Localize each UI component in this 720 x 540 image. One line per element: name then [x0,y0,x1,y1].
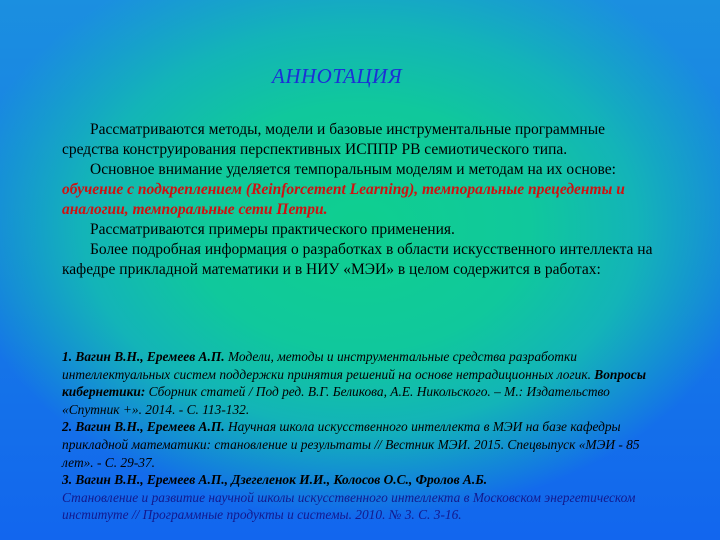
annotation-text [62,120,662,280]
page-title: АННОТАЦИЯ [272,64,403,88]
annotation-paragraph-2 [62,160,662,220]
highlighted-methods: обучение с подкреплением (Reinforcement Learning), темпоральные прецеденты и аналогии, темпоральные сети Петри. [62,181,625,218]
reference-item-2 [62,418,662,471]
reference-1-authors: 1. Вагин В.Н., Еремеев А.П. [62,349,225,364]
reference-item-1 [62,348,662,418]
reference-1-details: Сборник статей / Под ред. В.Г. Беликова, А.Е. Никольского. – М.: Издательство «Спутник +». 2014. - С. 113-132. [62,384,610,417]
reference-3-text: Становление и развитие научной школы искусственного интеллекта в Московском энергетическом институте // Программные продукты и системы. 2010. № 3. С. 3-16. [62,489,636,523]
reference-item-3 [62,471,662,524]
annotation-paragraph-4: Более подробная информация о разработках в области искусственного интеллекта на кафедре прикладной математики и в НИУ «МЭИ» в целом содержится в работах: [62,241,653,278]
reference-1-journal: Вопросы кибернетики: [62,366,646,400]
references-list [62,348,662,524]
annotation-paragraph-3: Рассматриваются примеры практического применения. [90,221,455,238]
annotation-paragraph-2-text: Основное внимание уделяется темпоральным моделям и методам на их основе: [90,161,616,178]
reference-2-text: Научная школа искусственного интеллекта в МЭИ на базе кафедры прикладной математики: становление и результаты // Вестник МЭИ. 2015. Спецвыпуск «МЭИ - 85 лет». - С. 29-37. [62,419,640,470]
reference-1-text: Модели, методы и инструментальные средства разработки интеллектуальных систем поддержки принятия решений на основе нетрадиционных логик. [62,349,595,382]
annotation-paragraph-1: Рассматриваются методы, модели и базовые инструментальные программные средства конструирования перспективных ИСППР РВ семиотического типа. [62,121,606,158]
reference-3-authors: 3. Вагин В.Н., Еремеев А.П., Дзегеленок И.И., Колосов О.С., Фролов А.Б. [62,472,488,488]
reference-2-authors: 2. Вагин В.Н., Еремеев А.П. [62,419,225,435]
